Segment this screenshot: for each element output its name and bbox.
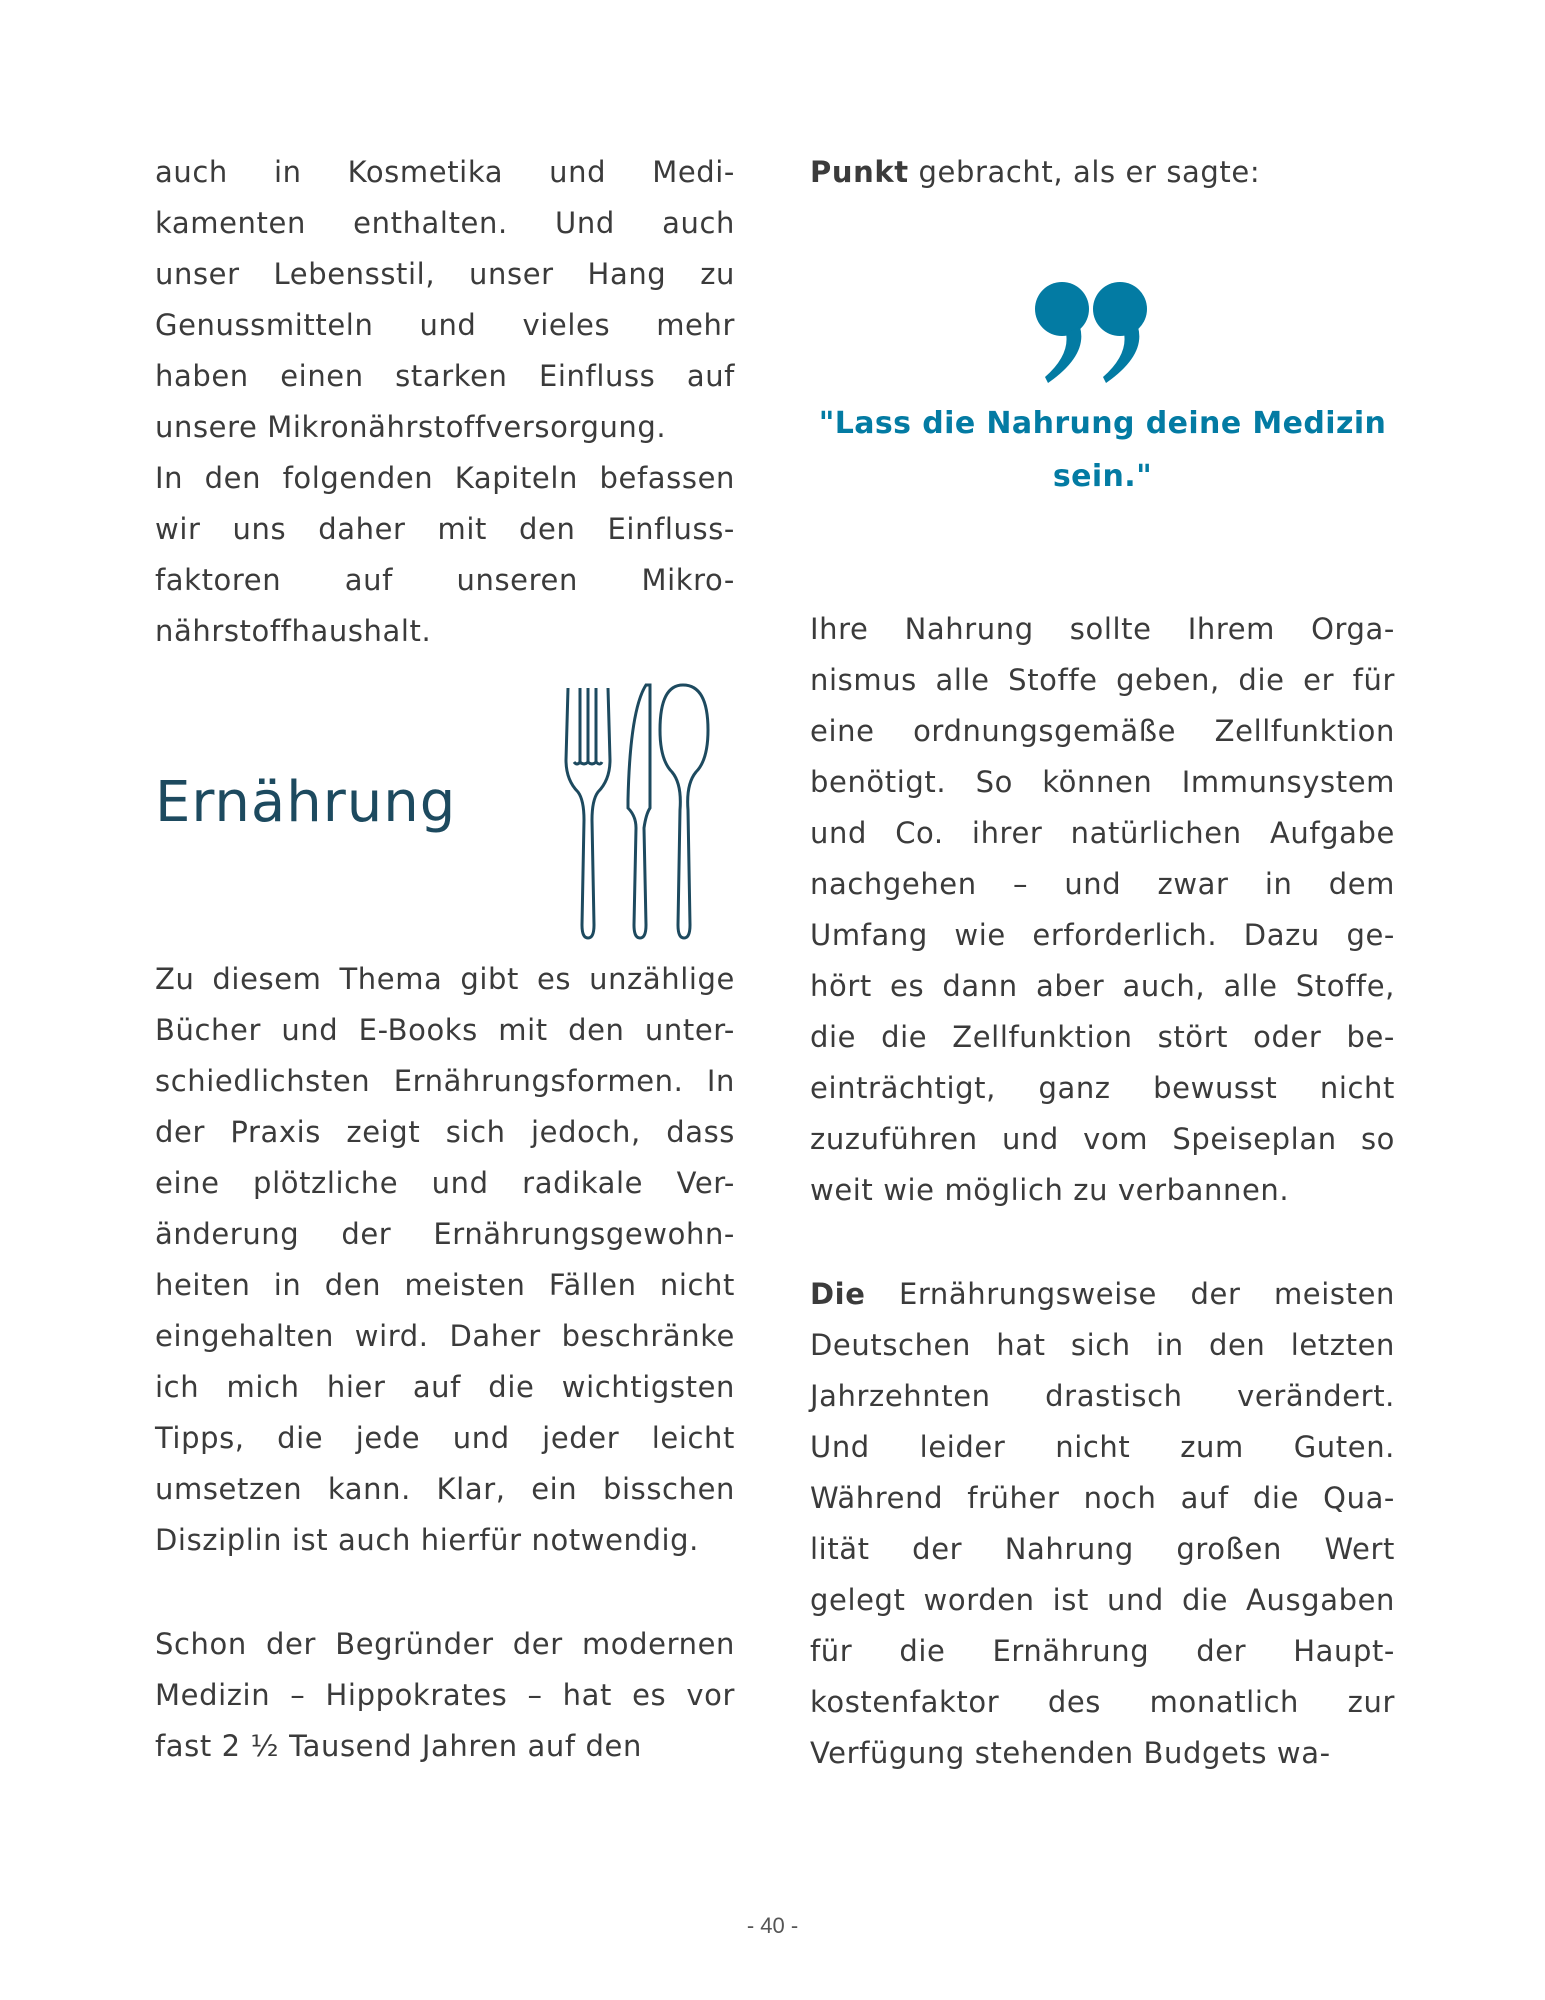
text-line: haben einen starken Einfluss auf (155, 359, 735, 393)
quote-text-line: "Lass die Nahrung deine Medizin (818, 406, 1387, 441)
fork-icon (566, 688, 610, 938)
text-line: lität der Nahrung großen Wert (810, 1532, 1395, 1566)
text-line: eine plötzliche und radikale Ver- (155, 1166, 735, 1200)
bold-word: Punkt (810, 155, 909, 189)
continuation-line (810, 155, 1395, 189)
bold-word: Die (810, 1277, 866, 1311)
text-line: unsere Mikronährstoffversorgung. (155, 410, 667, 444)
text-line: Disziplin ist auch hierfür notwendig. (155, 1523, 700, 1557)
text-line: nismus alle Stoffe geben, die er für (810, 663, 1395, 697)
text-line: gelegt worden ist und die Ausgaben (810, 1583, 1395, 1617)
text-line: benötigt. So können Immunsystem (810, 765, 1395, 799)
text-line: In den folgenden Kapiteln befassen (155, 461, 735, 495)
page-number: - 40 - (746, 1913, 799, 1938)
spoon-icon (660, 685, 708, 938)
text-line: Bücher und E-Books mit den unter- (155, 1013, 735, 1047)
section-heading: Ernährung (155, 770, 457, 835)
text-line: weit wie möglich zu verbannen. (810, 1173, 1290, 1207)
quote-mark-icon (1030, 275, 1170, 385)
text-line: Schon der Begründer der modernen (155, 1627, 735, 1661)
text-line: faktoren auf unseren Mikro- (155, 563, 735, 597)
text-line: einträchtigt, ganz bewusst nicht (810, 1071, 1395, 1105)
text-line: fast 2 ½ Tausend Jahren auf den (155, 1729, 642, 1763)
text-line: zuzuführen und vom Speiseplan so (810, 1122, 1395, 1156)
text-line: Medizin – Hippokrates – hat es vor (155, 1678, 735, 1712)
text-line: Umfang wie erforderlich. Dazu ge- (810, 918, 1395, 952)
text-line: Jahrzehnten drastisch verändert. (810, 1379, 1395, 1413)
paragraph-first-line (810, 1277, 1395, 1311)
text-line: heiten in den meisten Fällen nicht (155, 1268, 735, 1302)
text-line: und Co. ihrer natürlichen Aufgabe (810, 816, 1395, 850)
text-line: der Praxis zeigt sich jedoch, dass (155, 1115, 735, 1149)
text-line: umsetzen kann. Klar, ein bisschen (155, 1472, 735, 1506)
text-line: kamenten enthalten. Und auch (155, 206, 735, 240)
text-line: unser Lebensstil, unser Hang zu (155, 257, 735, 291)
text-line: Verfügung stehenden Budgets wa- (810, 1736, 1331, 1770)
text-line: wir uns daher mit den Einfluss- (155, 512, 735, 546)
text-line: Und leider nicht zum Guten. (810, 1430, 1395, 1464)
text-line: kostenfaktor des monatlich zur (810, 1685, 1395, 1719)
quote-text-line: sein." (1052, 459, 1153, 494)
text-line: nährstoffhaushalt. (155, 614, 432, 648)
text-line: eingehalten wird. Daher beschränke (155, 1319, 735, 1353)
text-line: schiedlichsten Ernährungsformen. In (155, 1064, 735, 1098)
text-line: Zu diesem Thema gibt es unzählige (155, 962, 735, 996)
text-line: auch in Kosmetika und Medi- (155, 155, 735, 189)
text-line: Ihre Nahrung sollte Ihrem Orga- (810, 612, 1395, 646)
text-line: änderung der Ernährungsgewohn- (155, 1217, 735, 1251)
text-line: hört es dann aber auch, alle Stoffe, (810, 969, 1395, 1003)
text-line: Deutschen hat sich in den letzten (810, 1328, 1395, 1362)
knife-icon (628, 685, 650, 938)
text-line: nachgehen – und zwar in dem (810, 867, 1395, 901)
text-line: Tipps, die jede und jeder leicht (155, 1421, 735, 1455)
text-line: eine ordnungsgemäße Zellfunktion (810, 714, 1395, 748)
text-line: Während früher noch auf die Qua- (810, 1481, 1395, 1515)
continuation-text: gebracht, als er sagte: (908, 155, 1261, 189)
text-line: für die Ernährung der Haupt- (810, 1634, 1395, 1668)
cutlery-icon (560, 680, 710, 945)
first-line-text: Ernährungsweise der meisten (865, 1277, 1395, 1311)
text-line: Genussmitteln und vieles mehr (155, 308, 735, 342)
text-line: ich mich hier auf die wichtigsten (155, 1370, 735, 1404)
text-line: die die Zellfunktion stört oder be- (810, 1020, 1395, 1054)
